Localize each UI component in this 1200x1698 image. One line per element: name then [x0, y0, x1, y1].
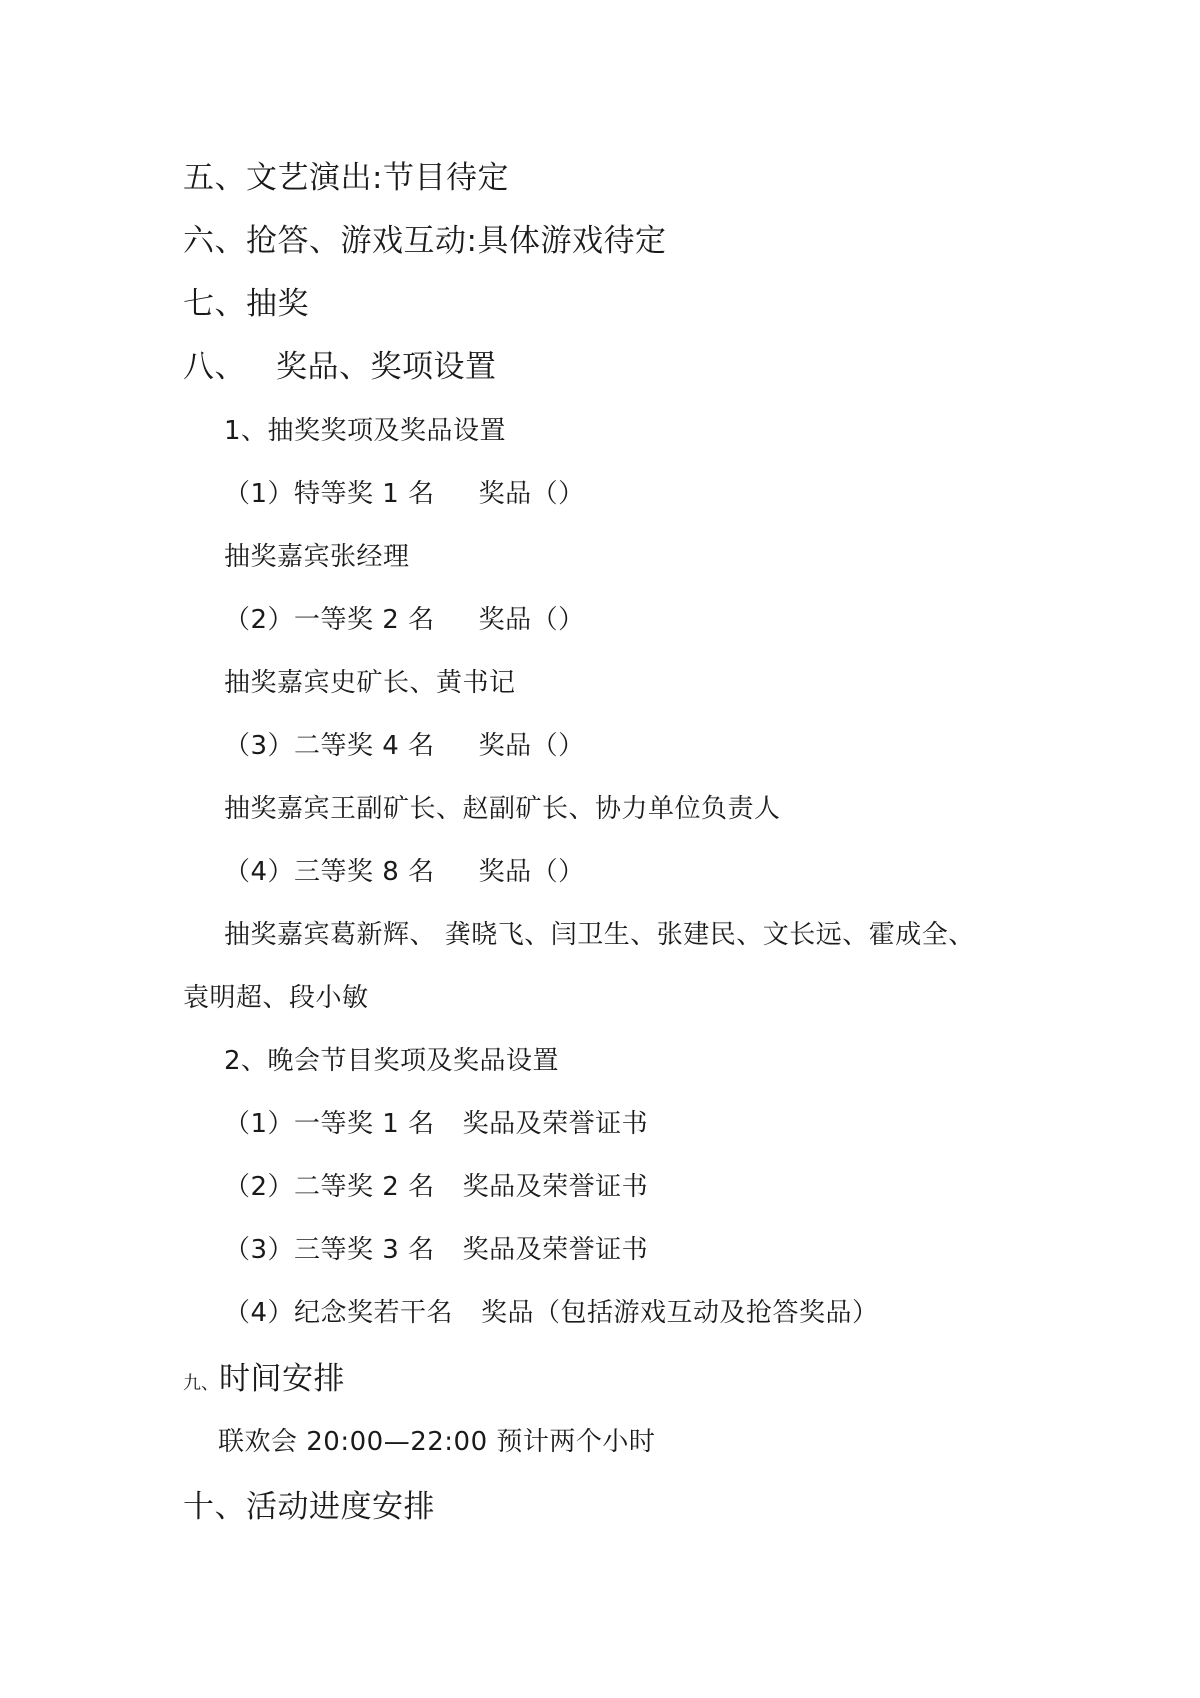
section-7-heading: 七、抽奖: [183, 286, 309, 322]
lottery-item-1: [224, 481, 585, 507]
prize-label: （2）二等奖 2 名: [224, 1172, 435, 1202]
lottery-guests-4-continued: 袁明超、段小敏: [183, 983, 369, 1013]
lottery-guests-1: 抽奖嘉宾张经理: [224, 542, 410, 572]
prize-label: （4）纪念奖若干名: [224, 1298, 454, 1328]
prize-value: 奖品（）: [478, 605, 585, 635]
prize-label: （3）三等奖 3 名: [224, 1235, 435, 1265]
lottery-heading: 1、抽奖奖项及奖品设置: [224, 416, 507, 446]
schedule-text: 联欢会 20:00—22:00 预计两个小时: [218, 1427, 656, 1457]
prize-label: （3）二等奖 4 名: [224, 731, 435, 761]
section-6-heading: 六、抢答、游戏互动:具体游戏待定: [183, 223, 667, 259]
section-8-heading: [183, 349, 497, 385]
program-item-1: [224, 1111, 648, 1137]
prize-label: （4）三等奖 8 名: [224, 857, 435, 887]
prize-value: 奖品及荣誉证书: [462, 1109, 649, 1139]
lottery-guests-3: 抽奖嘉宾王副矿长、赵副矿长、协力单位负责人: [224, 794, 781, 824]
program-item-3: [224, 1237, 648, 1263]
section-9-heading: [183, 1361, 345, 1397]
section-9-title: 时间安排: [219, 1361, 345, 1397]
prize-label: （2）一等奖 2 名: [224, 605, 435, 635]
program-heading: 2、晚会节目奖项及奖品设置: [224, 1046, 560, 1076]
lottery-item-4: [224, 859, 585, 885]
prize-label: （1）一等奖 1 名: [224, 1109, 435, 1139]
section-5-heading: 五、文艺演出:节目待定: [183, 160, 509, 196]
lottery-item-3: [224, 733, 585, 759]
prize-value: 奖品（）: [478, 731, 585, 761]
section-9-number: 九、: [183, 1373, 219, 1394]
program-item-2: [224, 1174, 648, 1200]
program-item-4: [224, 1300, 879, 1326]
prize-value: 奖品（）: [478, 857, 585, 887]
lottery-guests-2: 抽奖嘉宾史矿长、黄书记: [224, 668, 516, 698]
prize-value: 奖品（包括游戏互动及抢答奖品）: [481, 1298, 879, 1328]
prize-label: （1）特等奖 1 名: [224, 479, 435, 509]
section-10-heading: 十、活动进度安排: [183, 1489, 435, 1525]
section-8-number: 八、: [183, 349, 246, 385]
section-8-title: 奖品、奖项设置: [276, 349, 497, 385]
prize-value: 奖品及荣誉证书: [462, 1172, 649, 1202]
prize-value: 奖品（）: [478, 479, 585, 509]
prize-value: 奖品及荣誉证书: [462, 1235, 649, 1265]
lottery-guests-4: 抽奖嘉宾葛新辉、 龚晓飞、闫卫生、张建民、文长远、霍成全、: [224, 920, 975, 950]
lottery-item-2: [224, 607, 585, 633]
